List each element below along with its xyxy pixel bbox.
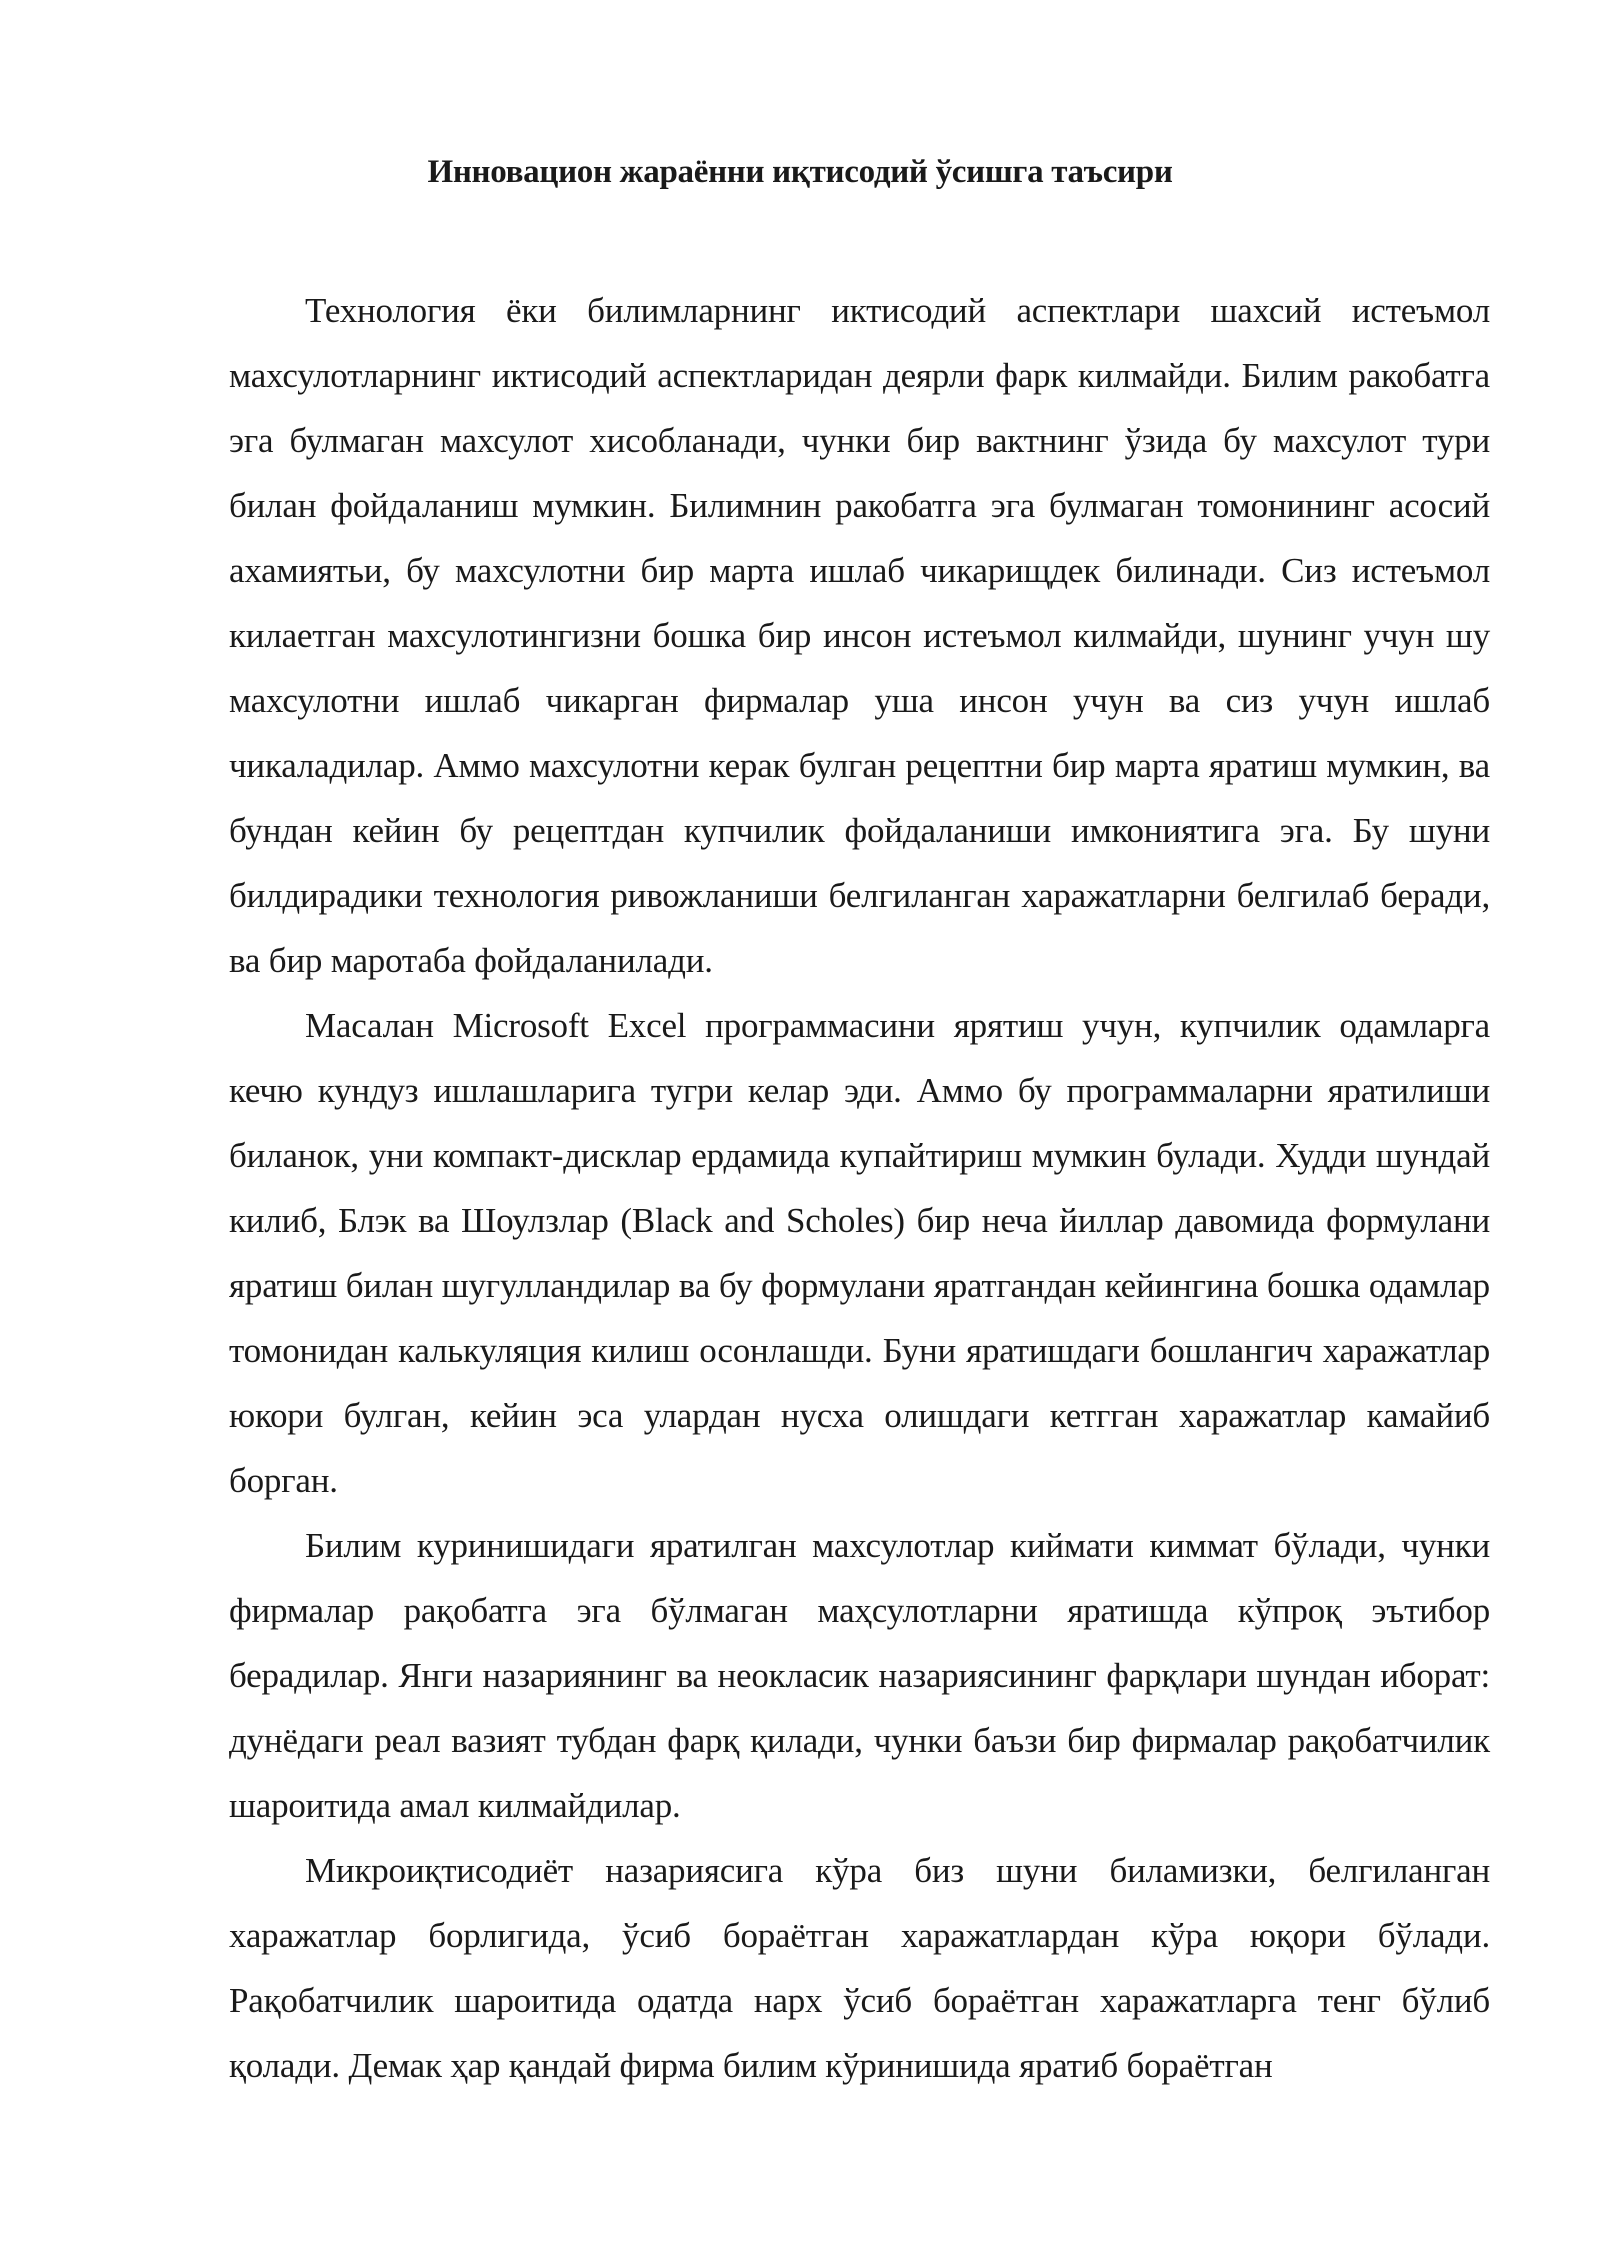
paragraph-3: Билим куринишидаги яратилган махсулотлар киймати киммат бўлади, чунки фирмалар рақобатга эга бўлмаган маҳсулотларни яратишда кўпроқ эътибор берадилар. Янги назариянинг ва неокласик назариясининг фарқлари шундан иборат: дунёдаги реал вазият тубдан фарқ қилади, чунки баъзи бир фирмалар рақобатчилик шароитида амал килмайдилар. (229, 1526, 1490, 1825)
document-title: Инновацион жараённи иқтисодий ўсишга таъсири (427, 154, 1173, 190)
paragraph-4: Микроиқтисодиёт назариясига кўра биз шуни биламизки, белгиланган харажатлар борлигида, ўсиб бораётган харажатлардан кўра юқори бўлади. Рақобатчилик шароитида одатда нарх ўсиб бораётган харажатларга тенг бўлиб қолади. Демак ҳар қандай фирма билим кўринишида яратиб бораётган (229, 1851, 1490, 2085)
paragraph-2: Масалан Microsoft Excel программасини ярятиш учун, купчилик одамларга кечю кундуз ишлашларига тугри келар эди. Аммо бу программаларни яратилиши биланок, уни компакт-дисклар ердамида купайтириш мумкин булади. Худди шундай килиб, Блэк ва Шоулзлар (Black and Scholes) бир неча йиллар давомида формулани яратиш билан шугулландилар ва бу формулани яратгандан кейингина бошка одамлар томонидан калькуляция килиш осонлашди. Буни яратишдаги бошлангич харажатлар юкори булган, кейин эса улардан нусха олишдаги кетгган харажатлар камайиб борган. (229, 1006, 1490, 1500)
paragraph-1: Технология ёки билимларнинг иктисодий аспектлари шахсий истеъмол махсулотларнинг иктисодий аспектларидан деярли фарк килмайди. Билим ракобатга эга булмаган махсулот хисобланади, чунки бир вактнинг ўзида бу махсулот тури билан фойдаланиш мумкин. Билимнин ракобатга эга булмаган томонининг асосий ахамиятьи, бу махсулотни бир марта ишлаб чикарищдек билинади. Сиз истеъмол килаетган махсулотингизни бошка бир инсон истеъмол килмайди, шунинг учун шу махсулотни ишлаб чикарган фирмалар уша инсон учун ва сиз учун ишлаб чикаладилар. Аммо махсулотни керак булган рецептни бир марта яратиш мумкин, ва бундан кейин бу рецептдан купчилик фойдаланиши имкониятига эга. Бу шуни билдирадики технология ривожланиши белгиланган харажатларни белгилаб беради, ва бир маротаба фойдаланилади. (229, 291, 1490, 980)
document-body (229, 278, 1490, 2098)
